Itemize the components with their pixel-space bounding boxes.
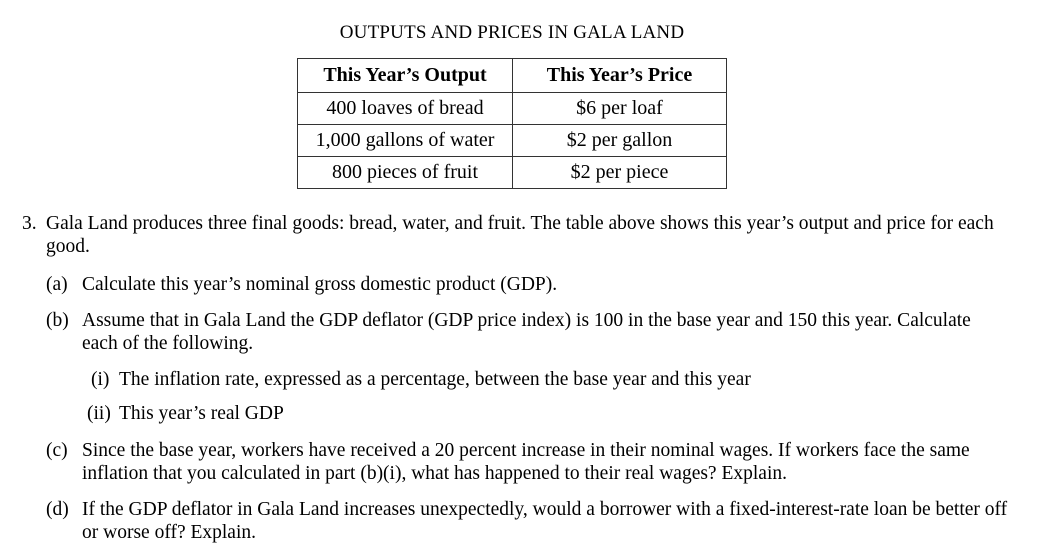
part-b-ii-text: This year’s real GDP	[119, 403, 284, 424]
cell-price: $2 per piece	[513, 157, 727, 189]
part-d-label: (d)	[46, 499, 69, 520]
part-b-text: Assume that in Gala Land the GDP deflator (GDP price index) is 100 in the base year and 150 this year. Calculate each of the following.	[82, 310, 971, 354]
part-a-text: Calculate this year’s nominal gross domestic product (GDP).	[82, 274, 558, 295]
part-c-text: Since the base year, workers have received a 20 percent increase in their nominal wages. If workers face the same inflation that you calculated in part (b)(i), what has happened to their real wages? Explain.	[82, 440, 970, 484]
table-title: OUTPUTS AND PRICES IN GALA LAND	[339, 22, 685, 43]
cell-output: 800 pieces of fruit	[298, 157, 513, 189]
header-output: This Year’s Output	[298, 59, 513, 93]
part-d-text: If the GDP deflator in Gala Land increases unexpectedly, would a borrower with a fixed-interest-rate loan be better off or worse off? Explain.	[82, 499, 1008, 543]
outputs-prices-table	[297, 58, 727, 189]
part-b-ii-label: (ii)	[87, 403, 111, 424]
part-c-label: (c)	[46, 440, 68, 461]
cell-output: 1,000 gallons of water	[298, 125, 513, 157]
cell-price: $6 per loaf	[513, 93, 727, 125]
table-row	[298, 125, 727, 157]
part-b-i-label: (i)	[91, 369, 110, 390]
cell-output: 400 loaves of bread	[298, 93, 513, 125]
question-number: 3.	[22, 213, 37, 234]
table-header-row	[298, 59, 727, 93]
header-price: This Year’s Price	[513, 59, 727, 93]
table-row	[298, 93, 727, 125]
part-a-label: (a)	[46, 274, 68, 295]
part-b-i-text: The inflation rate, expressed as a percentage, between the base year and this year	[119, 369, 751, 390]
table-row	[298, 157, 727, 189]
cell-price: $2 per gallon	[513, 125, 727, 157]
part-b-label: (b)	[46, 310, 69, 331]
question-stem: Gala Land produces three final goods: bread, water, and fruit. The table above shows this year’s output and price for each good.	[46, 213, 994, 257]
